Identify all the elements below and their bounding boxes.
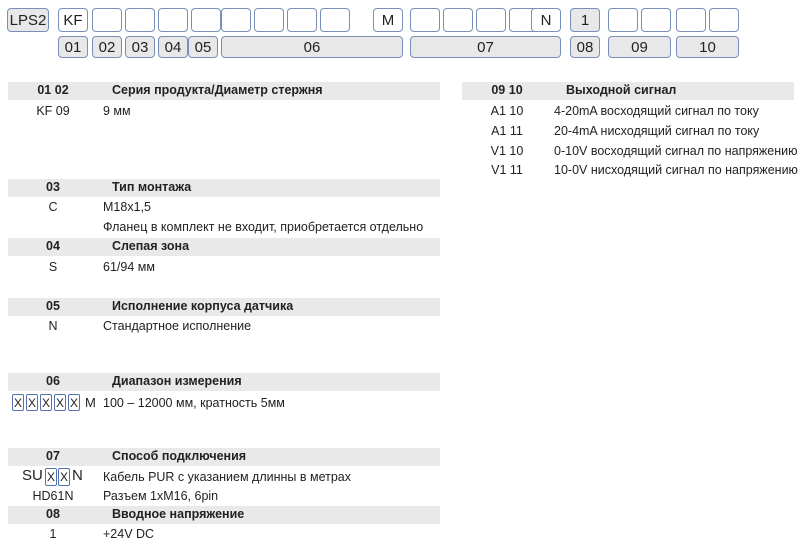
code-box-n-label: N [540,11,552,29]
digit-placeholder-box: X [46,470,55,484]
position-box-04 [158,36,188,58]
code-box-blank [191,8,221,32]
row-text: Фланец в комплект не входит, приобретается отдельно [103,220,424,234]
row-text: 61/94 мм [103,260,155,274]
code-box-blank [709,8,739,32]
code-box-blank [608,8,638,32]
position-box-08 [570,36,600,58]
unit-m: M [85,395,96,410]
section-title: Тип монтажа [112,180,192,194]
code-box-m [373,8,403,32]
row-code: V1 11 [491,163,523,177]
section-code: 08 [46,507,60,521]
section-code: 01 02 [37,83,69,97]
code-box-blank [158,8,188,32]
position-label: 10 [699,38,716,56]
digit-placeholder-box: X [27,395,36,410]
position-label: 04 [164,38,182,56]
section-title: Слепая зона [112,239,190,253]
digit-placeholder-box: X [13,395,22,410]
position-box-02 [92,36,122,58]
position-box-07 [410,36,561,58]
position-box-05 [188,36,218,58]
code-box-one [570,8,600,32]
position-label: 03 [131,38,149,56]
code-box-blank [320,8,350,32]
row-code: HD61N [32,489,74,503]
position-box-10 [676,36,739,58]
code-box-blank [443,8,473,32]
section-title: Исполнение корпуса датчика [112,299,294,313]
row-text: 9 мм [103,104,131,118]
row-text: 4-20mA восходящий сигнал по току [554,104,759,118]
row-text: Разъем 1xM16, 6pin [103,489,219,503]
section-title: Выходной сигнал [566,83,677,97]
section-title: Серия продукта/Диаметр стержня [112,83,323,97]
position-box-06 [221,36,403,58]
section-title: Вводное напряжение [112,507,245,521]
code-box-lps2 [7,8,49,32]
section-code: 05 [46,299,60,313]
code-suffix-n: N [72,467,83,484]
position-label: 05 [194,38,212,56]
code-box-blank [254,8,284,32]
row-text: Стандартное исполнение [103,319,252,333]
row-code: N [48,319,58,333]
section-code: 04 [46,239,60,253]
row-code: A1 10 [490,104,524,118]
row-code: V1 10 [490,144,524,158]
digit-placeholder-box: X [69,395,78,410]
code-box-n [531,8,561,32]
row-text: M18x1,5 [103,200,151,214]
digit-placeholder-box: X [59,470,68,484]
position-box-03 [125,36,155,58]
section-code: 06 [46,374,60,388]
code-box-blank [410,8,440,32]
code-box-blank [676,8,706,32]
section-code: 03 [46,180,60,194]
code-prefix-su: SU [22,467,43,484]
position-label: 06 [303,38,321,56]
code-box-m-label: M [381,11,395,29]
section-code: 09 10 [491,83,523,97]
code-box-lps2-label: LPS2 [9,11,47,29]
section-title: Диапазон измерения [112,374,242,388]
position-box-01 [58,36,88,58]
row-code: C [48,200,58,214]
position-box-09 [608,36,671,58]
position-label: 01 [64,38,82,56]
code-box-kf [58,8,88,32]
code-box-blank [92,8,122,32]
row-text: 0-10V восходящий сигнал по напряжению [554,144,798,158]
code-box-one-label: 1 [580,11,590,29]
row-code: S [48,260,58,274]
position-label: 07 [477,38,494,56]
code-box-blank [476,8,506,32]
row-text: 100 – 12000 мм, кратность 5мм [103,396,285,410]
row-text: 20-4mA нисходящий сигнал по току [554,124,760,138]
row-text: Кабель PUR с указанием длинны в метрах [103,470,352,484]
code-box-blank [125,8,155,32]
row-code: 1 [49,527,57,541]
position-label: 02 [98,38,116,56]
code-box-kf-label: KF [63,11,83,29]
digit-placeholder-box: X [41,395,50,410]
row-code: A1 11 [491,124,523,138]
code-box-blank [287,8,317,32]
position-label: 08 [576,38,594,56]
section-code: 07 [46,449,60,463]
code-box-blank [221,8,251,32]
position-label: 09 [631,38,648,56]
row-text: 10-0V нисходящий сигнал по напряжению [554,163,798,177]
section-title: Способ подключения [112,449,247,463]
digit-placeholder-box: X [55,395,64,410]
row-code: KF 09 [36,104,70,118]
row-text: +24V DC [103,527,155,541]
code-box-blank [641,8,671,32]
